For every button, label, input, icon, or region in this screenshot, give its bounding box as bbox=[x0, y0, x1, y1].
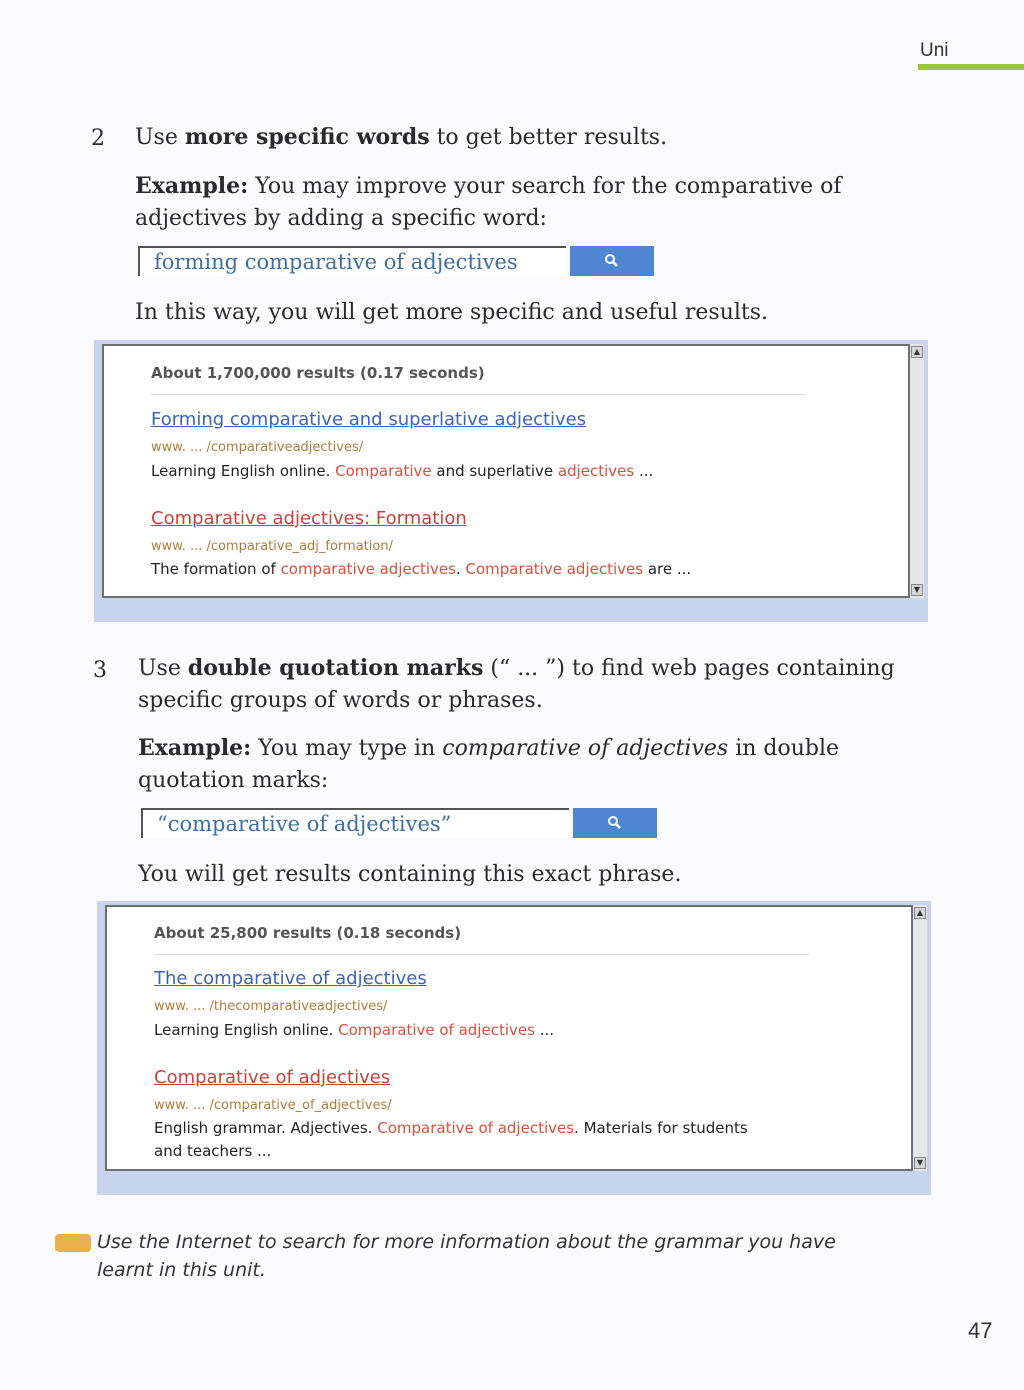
result-url-2-2: www. ... /comparative_of_adjectives/ bbox=[154, 1098, 392, 1113]
section-3-intro: Use double quotation marks (“ ... ”) to find web pages containing specific groups of words or phrases. bbox=[138, 655, 895, 713]
section-2-example: Example: You may improve your search for the comparative of adjectives by adding a specific word: bbox=[135, 173, 842, 231]
result-title-1-2[interactable]: Comparative adjectives: Formation bbox=[151, 508, 467, 529]
result-snippet-1-2: The formation of comparative adjectives. Comparative adjectives are ... bbox=[151, 560, 692, 578]
search-button-1[interactable] bbox=[570, 246, 654, 276]
search-input-1[interactable]: forming comparative of adjectives bbox=[138, 246, 566, 276]
result-snippet-2-1: Learning English online. Comparative of adjectives ... bbox=[154, 1021, 554, 1039]
result-snippet-1-1: Learning English online. Comparative and superlative adjectives ... bbox=[151, 462, 654, 480]
result-title-2-2[interactable]: Comparative of adjectives bbox=[154, 1067, 391, 1088]
arrow-down-icon[interactable]: ▼ bbox=[914, 1157, 926, 1169]
magnifier-icon bbox=[604, 253, 620, 269]
section-3-example-label: Example: bbox=[138, 735, 252, 761]
section-2-number: 2 bbox=[91, 126, 105, 151]
tip-marker-icon bbox=[55, 1234, 91, 1252]
section-2-intro: Use more specific words to get better results. bbox=[135, 124, 668, 150]
results-count-2: About 25,800 results (0.18 seconds) bbox=[154, 924, 462, 942]
section-3-intro-bold: double quotation marks bbox=[187, 655, 484, 681]
scrollbar-2[interactable] bbox=[913, 905, 927, 1171]
results-divider-1 bbox=[151, 394, 806, 395]
arrow-up-icon[interactable]: ▲ bbox=[911, 346, 923, 358]
tip-text: Use the Internet to search for more information about the grammar you have learnt in this unit. bbox=[97, 1231, 836, 1281]
section-3-example: Example: You may type in comparative of adjectives in double quotation marks: bbox=[138, 735, 840, 793]
section-3-number: 3 bbox=[93, 658, 107, 683]
results-count-1: About 1,700,000 results (0.17 seconds) bbox=[151, 364, 485, 382]
result-title-1-1[interactable]: Forming comparative and superlative adjectives bbox=[151, 409, 587, 430]
results-divider-2 bbox=[154, 954, 809, 955]
section-2-after-text: In this way, you will get more specific and useful results. bbox=[135, 300, 769, 325]
section-3-after-text: You will get results containing this exact phrase. bbox=[138, 862, 682, 887]
result-snippet-2-2: English grammar. Adjectives. Comparative of adjectives. Materials for students and teachers ... bbox=[154, 1119, 748, 1160]
unit-label: Uni bbox=[920, 40, 949, 61]
search-input-2[interactable]: “comparative of adjectives” bbox=[141, 808, 569, 838]
section-2-intro-bold: more specific words bbox=[184, 124, 430, 150]
section-2-example-label: Example: bbox=[135, 173, 249, 199]
arrow-up-icon[interactable]: ▲ bbox=[914, 907, 926, 919]
unit-accent-bar bbox=[918, 64, 1024, 70]
scrollbar-1[interactable] bbox=[910, 344, 924, 598]
result-url-2-1: www. ... /thecomparativeadjectives/ bbox=[154, 999, 388, 1014]
search-button-2[interactable] bbox=[573, 808, 657, 838]
magnifier-icon bbox=[607, 815, 623, 831]
arrow-down-icon[interactable]: ▼ bbox=[911, 584, 923, 596]
result-url-1-1: www. ... /comparativeadjectives/ bbox=[151, 440, 364, 455]
unit-tab bbox=[918, 38, 1024, 70]
result-url-1-2: www. ... /comparative_adj_formation/ bbox=[151, 539, 393, 554]
page-number: 47 bbox=[968, 1318, 993, 1343]
result-title-2-1[interactable]: The comparative of adjectives bbox=[154, 968, 427, 989]
